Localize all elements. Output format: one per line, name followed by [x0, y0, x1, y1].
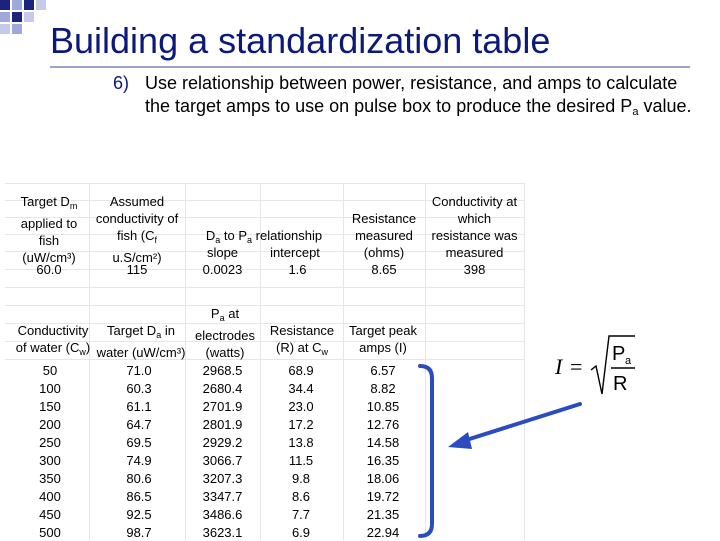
- table-cell: 9.8: [291, 471, 311, 486]
- table-cell: 13.8: [288, 435, 314, 450]
- table-cell: 18.06: [366, 471, 400, 486]
- header-target-dm: Target $D_m$ applied to fish (uW/cm³): [20, 194, 78, 265]
- header-pa-electrodes: $P_a$ at electrodes (watts): [195, 306, 255, 360]
- formula-numerator: P: [612, 343, 626, 365]
- table-cell: 6.57: [370, 363, 396, 378]
- table-cell: 450: [39, 507, 61, 522]
- header-resistance-cw: Resistance (R) at $C_w$: [269, 323, 335, 357]
- table-cell: 71.0: [126, 363, 152, 378]
- table-cell: 150: [39, 399, 61, 414]
- table-cell: 11.5: [288, 453, 314, 468]
- table-cell: 8.82: [370, 381, 396, 396]
- table-cell: 17.2: [288, 417, 314, 432]
- table-cell: 74.9: [126, 453, 152, 468]
- value-assumed-conductivity: 115: [126, 262, 148, 277]
- table-cell: 19.72: [366, 489, 400, 504]
- step-text-main: Use relationship between power, resistance, and amps to calculate the target amps to use on pulse box to produce the desired P: [145, 73, 678, 116]
- value-target-dm: 60.0: [36, 262, 62, 277]
- table-cell: 8.6: [291, 489, 311, 504]
- label-slope: slope: [206, 245, 239, 260]
- table-cell: 92.5: [126, 507, 152, 522]
- step-text-end: value.: [638, 96, 692, 116]
- table-cell: 69.5: [126, 435, 152, 450]
- value-slope: 0.0023: [202, 262, 243, 277]
- title-underline: [50, 66, 690, 68]
- step-text: [145, 72, 700, 124]
- formula-equals: =: [570, 354, 583, 379]
- header-assumed-conductivity: Assumed conductivity of fish ($C_f$ u.S/cm²): [95, 194, 179, 265]
- table-cell: 2680.4: [202, 381, 243, 396]
- table-cell: 3486.6: [202, 507, 243, 522]
- table-cell: 10.85: [366, 399, 400, 414]
- table-cell: 250: [39, 435, 61, 450]
- table-cell: 100: [39, 381, 61, 396]
- header-da-pa-relationship: $D_a$ to $P_a$ relationship: [205, 228, 323, 245]
- slide-title: Building a standardization table: [50, 20, 551, 61]
- value-conductivity-at: 398: [463, 262, 486, 277]
- table-cell: 86.5: [126, 489, 152, 504]
- value-resistance-measured: 8.65: [371, 262, 397, 277]
- table-cell: 6.9: [291, 525, 311, 540]
- table-cell: 2801.9: [202, 417, 243, 432]
- header-conductivity-water: Conductivity of water $(C_w)$: [15, 323, 91, 357]
- table-cell: 7.7: [291, 507, 311, 522]
- formula-numerator-sub: a: [625, 355, 632, 367]
- table-cell: 12.76: [366, 417, 400, 432]
- table-cell: 80.6: [126, 471, 152, 486]
- table-cell: 3347.7: [202, 489, 243, 504]
- table-cell: 64.7: [126, 417, 152, 432]
- formula-denominator: R: [613, 373, 628, 395]
- table-cell: 23.0: [288, 399, 314, 414]
- table-cell: 400: [39, 489, 61, 504]
- table-cell: 350: [39, 471, 61, 486]
- table-cell: 68.9: [288, 363, 314, 378]
- table-cell: 2929.2: [202, 435, 243, 450]
- table-cell: 34.4: [288, 381, 314, 396]
- header-target-da-water: Target $D_a$ in water (uW/cm³): [96, 323, 186, 360]
- label-intercept: intercept: [270, 245, 320, 260]
- table-cell: 61.1: [126, 399, 152, 414]
- value-intercept: 1.6: [288, 262, 307, 277]
- table-cell: 500: [39, 525, 61, 540]
- table-cell: 16.35: [366, 453, 400, 468]
- table-cell: 14.58: [366, 435, 400, 450]
- table-cell: 21.35: [366, 507, 400, 522]
- table-cell: 60.3: [126, 381, 152, 396]
- table-cell: 3207.3: [202, 471, 243, 486]
- pointer-arrow: [430, 400, 600, 460]
- header-resistance-measured: Resistance measured (ohms): [351, 211, 417, 260]
- formula-lhs: I: [555, 354, 563, 379]
- step-text-subscript: a: [632, 106, 639, 118]
- table-cell: 98.7: [126, 525, 152, 540]
- table-cell: 50: [42, 363, 58, 378]
- table-cell: 3623.1: [202, 525, 243, 540]
- table-cell: 200: [39, 417, 61, 432]
- table-cell: 2701.9: [202, 399, 243, 414]
- table-cell: 2968.5: [202, 363, 243, 378]
- step-number: 6): [113, 73, 130, 93]
- table-cell: 300: [39, 453, 61, 468]
- amps-formula: [555, 332, 655, 402]
- table-cell: 22.94: [366, 525, 400, 540]
- header-target-amps: Target peak amps (I): [349, 323, 417, 355]
- table-cell: 3066.7: [202, 453, 243, 468]
- header-conductivity-at: Conductivity at which resistance was measured: [431, 194, 518, 260]
